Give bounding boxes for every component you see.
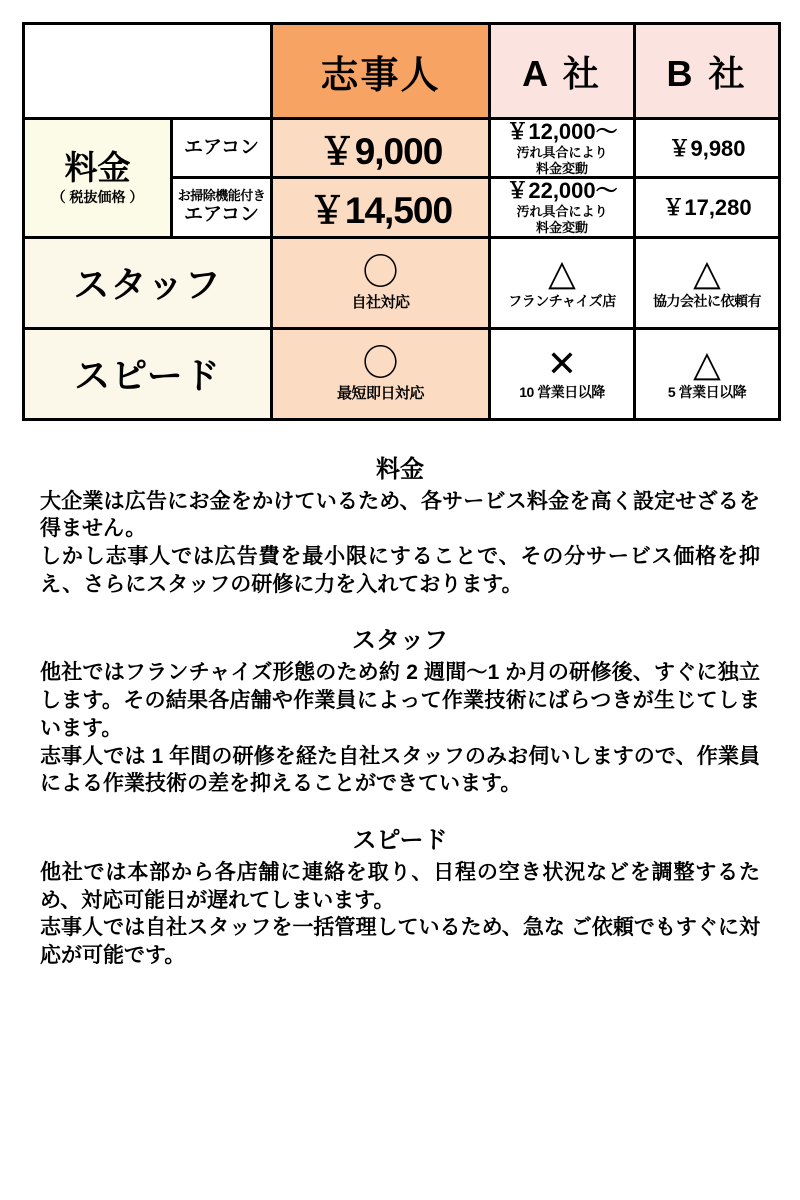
section-staff-line2: 志事人では 1 年間の研修を経た自社スタッフのみお伺いしますので、作業員による作業技術の差を抑えることができています。	[40, 744, 760, 796]
section-staff	[40, 620, 760, 798]
header-company-b: B 社	[635, 24, 780, 119]
price-main-selfclean: ￥14,500	[272, 178, 490, 237]
comparison-table-container	[0, 0, 800, 421]
speed-main-rating	[272, 328, 490, 419]
comparison-table	[22, 22, 781, 421]
staff-a-rating	[490, 237, 635, 328]
section-price-title: 料金	[376, 455, 424, 483]
section-price-line1: 大企業は広告にお金をかけているため、各サービス料金を高く設定せざるを得ません。	[40, 489, 760, 541]
speed-main-note: 最短即日対応	[336, 384, 424, 402]
row-label-price	[24, 119, 172, 238]
explanation-sections	[0, 421, 800, 970]
price-b-aircon: ￥9,980	[635, 119, 780, 178]
sublabel-selfclean-main: エアコン	[183, 203, 260, 225]
sublabel-selfclean-top: お掃除機能付き	[177, 188, 266, 204]
row-label-price-text: 料金	[64, 148, 131, 186]
price-main-aircon: ￥9,000	[272, 119, 490, 178]
triangle-icon: △	[693, 251, 721, 293]
section-staff-line1: 他社ではフランチャイズ形態のため約 2 週間〜1 か月の研修後、すぐに独立します。その結果各店舗や作業員によって作業技術にばらつきが生じてしまいます。	[40, 661, 760, 740]
circle-icon: 〇	[362, 342, 399, 384]
price-a-aircon	[490, 119, 635, 178]
header-blank-cell	[24, 24, 272, 119]
section-price-line2: しかし志事人では広告費を最小限にすることで、その分サービス価格を抑え、さらにスタッフの研修に力を入れております。	[40, 545, 760, 596]
triangle-icon: △	[693, 342, 721, 384]
price-b-selfclean: ￥17,280	[635, 178, 780, 237]
section-staff-title: スタッフ	[352, 627, 448, 655]
speed-a-note: 10 営業日以降	[519, 384, 605, 401]
price-a-selfclean-note: 汚れ具合により 料金変動	[516, 204, 608, 235]
speed-a-rating	[490, 328, 635, 419]
cross-icon: ✕	[546, 342, 578, 384]
speed-b-note: 5 営業日以降	[667, 384, 747, 401]
table-row	[24, 237, 780, 328]
row-label-price-subtext: （ 税抜価格 ）	[51, 189, 144, 206]
header-company-a: A 社	[490, 24, 635, 119]
staff-b-note: 協力会社に依頼有	[653, 293, 761, 310]
table-row	[24, 119, 780, 178]
speed-b-rating	[635, 328, 780, 419]
staff-main-note: 自社対応	[351, 293, 410, 311]
sublabel-selfclean-aircon	[172, 178, 272, 237]
header-main-company: 志事人	[272, 24, 490, 119]
table-row	[24, 328, 780, 419]
section-price	[40, 449, 760, 599]
section-speed-title: スピード	[352, 827, 448, 855]
row-label-speed: スピード	[24, 328, 272, 419]
section-speed-body	[40, 859, 760, 970]
price-a-selfclean-value: ￥22,000〜	[506, 178, 618, 204]
price-a-aircon-value: ￥12,000〜	[506, 119, 618, 144]
section-staff-body	[40, 659, 760, 798]
section-speed-line2: 志事人では自社スタッフを一括管理しているため、急な ご依頼でもすぐに対応が可能です。	[40, 916, 760, 968]
staff-main-rating	[272, 237, 490, 328]
row-label-staff: スタッフ	[24, 237, 272, 328]
table-header-row	[24, 24, 780, 119]
price-a-selfclean	[490, 178, 635, 237]
triangle-icon: △	[548, 251, 576, 293]
section-speed	[40, 820, 760, 970]
staff-a-note: フランチャイズ店	[508, 293, 616, 310]
circle-icon: 〇	[362, 251, 399, 293]
sublabel-aircon: エアコン	[172, 119, 272, 178]
staff-b-rating	[635, 237, 780, 328]
section-speed-line1: 他社では本部から各店舗に連絡を取り、日程の空き状況などを調整するため、対応可能日が遅れてしまいます。	[40, 861, 760, 912]
section-price-body	[40, 488, 760, 599]
price-a-aircon-note: 汚れ具合により 料金変動	[516, 145, 608, 176]
